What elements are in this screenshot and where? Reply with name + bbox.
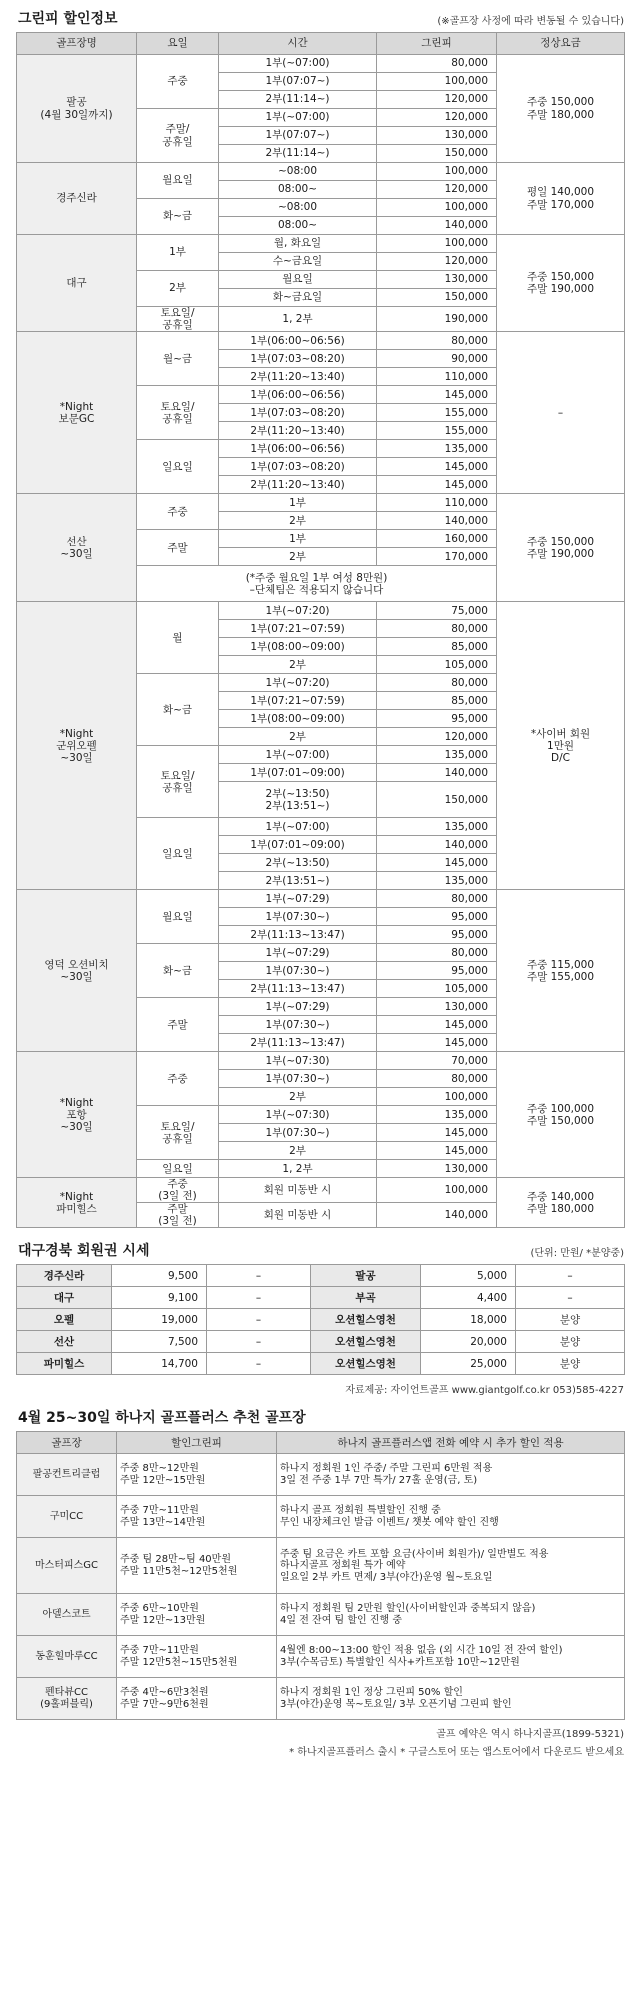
time-cell: 1부(07:03~08:20) [219, 404, 377, 422]
normal-fee: 주중 100,000 주말 150,000 [497, 1052, 625, 1178]
time-cell: 화~금요일 [219, 289, 377, 307]
status-cell: – [207, 1353, 311, 1375]
price-cell: 18,000 [421, 1309, 516, 1331]
price-cell: 19,000 [112, 1309, 207, 1331]
time-cell: 1부(~07:29) [219, 944, 377, 962]
day-cell: 토요일/ 공휴일 [137, 386, 219, 440]
greenfee-cell: 120,000 [377, 91, 497, 109]
time-cell: 회원 미동반 시 [219, 1203, 377, 1228]
normal-fee: – [497, 332, 625, 494]
recommend-header-cell: 하나지 골프플러스앱 전화 예약 시 추가 할인 적용 [277, 1432, 625, 1454]
time-cell: 1부(~07:00) [219, 746, 377, 764]
extra-discount: 4월엔 8:00~13:00 할인 적용 없음 (외 시간 10일 전 잔여 할인) 3부(수목금토) 특별할인 식사+카트포함 10만~12만원 [277, 1636, 625, 1678]
time-cell: 1부(08:00~09:00) [219, 710, 377, 728]
page [16, 0, 624, 1762]
membership-table [16, 1264, 625, 1375]
course-name: 영덕 오션비치 ~30일 [17, 890, 137, 1052]
greenfee-cell: 140,000 [377, 512, 497, 530]
greenfee-cell: 140,000 [377, 1203, 497, 1228]
club-name: 오션힐스영천 [311, 1309, 421, 1331]
status-cell: – [516, 1287, 625, 1309]
greenfee-table [16, 32, 625, 1228]
time-cell: 1부(07:03~08:20) [219, 458, 377, 476]
status-cell: 분양 [516, 1309, 625, 1331]
greenfee-cell: 130,000 [377, 1160, 497, 1178]
club-name: 구미CC [17, 1496, 117, 1538]
greenfee-header-cell: 골프장명 [17, 33, 137, 55]
day-cell: 화~금 [137, 199, 219, 235]
footer-booking: 골프 예약은 역시 하나지골프(1899-5321) [436, 1729, 624, 1741]
normal-fee: 평일 140,000 주말 170,000 [497, 163, 625, 235]
time-cell: 1부(07:21~07:59) [219, 620, 377, 638]
extra-discount: 하나지 정회원 팀 2만원 할인(사이버할인과 중복되지 않음) 4일 전 잔여 팀 할인 진행 중 [277, 1594, 625, 1636]
course-name: 대구 [17, 235, 137, 332]
greenfee-cell: 95,000 [377, 962, 497, 980]
greenfee-cell: 100,000 [377, 235, 497, 253]
club-name: 오션힐스영천 [311, 1353, 421, 1375]
greenfee-cell: 135,000 [377, 1106, 497, 1124]
table-row [17, 55, 625, 73]
membership-row [17, 1353, 625, 1375]
greenfee-cell: 170,000 [377, 548, 497, 566]
normal-fee: 주중 150,000 주말 180,000 [497, 55, 625, 163]
day-cell: 월요일 [137, 163, 219, 199]
price-cell: 14,700 [112, 1353, 207, 1375]
greenfee-cell: 150,000 [377, 145, 497, 163]
price-cell: 7,500 [112, 1331, 207, 1353]
greenfee-cell: 140,000 [377, 217, 497, 235]
status-cell: 분양 [516, 1331, 625, 1353]
time-cell: 2부 [219, 1088, 377, 1106]
club-name: 부곡 [311, 1287, 421, 1309]
club-name: 오션힐스영천 [311, 1331, 421, 1353]
greenfee-cell: 75,000 [377, 602, 497, 620]
price-cell: 20,000 [421, 1331, 516, 1353]
membership-row [17, 1287, 625, 1309]
time-cell: 08:00~ [219, 217, 377, 235]
time-cell: ~08:00 [219, 199, 377, 217]
greenfee-header-row [17, 33, 625, 55]
greenfee-header-cell: 시간 [219, 33, 377, 55]
day-cell: 주중 [137, 1052, 219, 1106]
greenfee-cell: 130,000 [377, 127, 497, 145]
time-cell: 1부(~07:30) [219, 1052, 377, 1070]
time-cell: 2부(11:13~13:47) [219, 926, 377, 944]
club-name: 경주신라 [17, 1265, 112, 1287]
day-cell: 월~금 [137, 332, 219, 386]
recommend-title: 4월 25~30일 하나지 골프플러스 추천 골프장 [18, 1410, 306, 1427]
greenfee-cell: 135,000 [377, 872, 497, 890]
recommend-row [17, 1538, 625, 1594]
time-cell: 1부(07:07~) [219, 73, 377, 91]
course-name: 팔공 (4월 30일까지) [17, 55, 137, 163]
greenfee-cell: 80,000 [377, 674, 497, 692]
table-row [17, 163, 625, 181]
club-name: 마스터피스GC [17, 1538, 117, 1594]
greenfee-cell: 130,000 [377, 271, 497, 289]
table-row [17, 890, 625, 908]
time-cell: ~08:00 [219, 163, 377, 181]
time-cell: 1부(07:21~07:59) [219, 692, 377, 710]
time-cell: 1부(07:30~) [219, 1070, 377, 1088]
greenfee-cell: 70,000 [377, 1052, 497, 1070]
time-cell: 2부 [219, 728, 377, 746]
discount-fee: 주중 7만~11만원 주말 13만~14만원 [117, 1496, 277, 1538]
time-cell: 2부(11:20~13:40) [219, 368, 377, 386]
day-cell: 월 [137, 602, 219, 674]
club-name: 아델스코트 [17, 1594, 117, 1636]
time-cell: 1부(07:03~08:20) [219, 350, 377, 368]
greenfee-cell: 155,000 [377, 404, 497, 422]
membership-section-header [16, 1228, 624, 1264]
greenfee-cell: 100,000 [377, 163, 497, 181]
greenfee-cell: 135,000 [377, 746, 497, 764]
time-cell: 1부(07:01~09:00) [219, 764, 377, 782]
extra-discount: 하나지 정회원 1인 정상 그린피 50% 할인 3부(야간)운영 목~토요일/ 3부 오픈기념 그린피 할인 [277, 1678, 625, 1720]
time-cell: 1, 2부 [219, 1160, 377, 1178]
time-cell: 월요일 [219, 271, 377, 289]
greenfee-cell: 150,000 [377, 782, 497, 818]
time-cell: 2부 [219, 548, 377, 566]
course-name: 선산 ~30일 [17, 494, 137, 602]
time-cell: 1부(07:30~) [219, 1016, 377, 1034]
greenfee-cell: 145,000 [377, 476, 497, 494]
normal-fee: *사이버 회원 1만원 D/C [497, 602, 625, 890]
time-cell: 2부 [219, 1142, 377, 1160]
day-cell: 주중 [137, 494, 219, 530]
greenfee-cell: 100,000 [377, 199, 497, 217]
greenfee-cell: 145,000 [377, 1034, 497, 1052]
table-row [17, 235, 625, 253]
time-cell: 2부(11:20~13:40) [219, 422, 377, 440]
greenfee-cell: 120,000 [377, 728, 497, 746]
table-row [17, 1178, 625, 1203]
time-cell: 수~금요일 [219, 253, 377, 271]
status-cell: – [207, 1265, 311, 1287]
status-cell: – [207, 1331, 311, 1353]
greenfee-cell: 80,000 [377, 55, 497, 73]
recommend-header-row [17, 1432, 625, 1454]
time-cell: 2부(11:14~) [219, 91, 377, 109]
greenfee-cell: 145,000 [377, 386, 497, 404]
greenfee-cell: 135,000 [377, 818, 497, 836]
table-row [17, 1052, 625, 1070]
day-cell: 토요일/ 공휴일 [137, 307, 219, 332]
greenfee-section-header [16, 0, 624, 32]
greenfee-cell: 80,000 [377, 332, 497, 350]
day-cell: 주중 [137, 55, 219, 109]
status-cell: 분양 [516, 1353, 625, 1375]
greenfee-cell: 80,000 [377, 890, 497, 908]
time-cell: 1부(06:00~06:56) [219, 386, 377, 404]
greenfee-cell: 100,000 [377, 73, 497, 91]
day-cell: 주말/ 공휴일 [137, 109, 219, 163]
time-cell: 2부(11:14~) [219, 145, 377, 163]
greenfee-cell: 145,000 [377, 1016, 497, 1034]
recommend-row [17, 1496, 625, 1538]
discount-fee: 주중 8만~12만원 주말 12만~15만원 [117, 1454, 277, 1496]
time-cell: 1부(~07:29) [219, 998, 377, 1016]
course-name: *Night 파미힐스 [17, 1178, 137, 1228]
time-cell: 월, 화요일 [219, 235, 377, 253]
greenfee-cell: 105,000 [377, 656, 497, 674]
discount-fee: 주중 6만~10만원 주말 12만~13만원 [117, 1594, 277, 1636]
time-cell: 2부 [219, 656, 377, 674]
time-cell: 1부(~07:00) [219, 109, 377, 127]
day-cell: 일요일 [137, 818, 219, 890]
status-cell: – [207, 1309, 311, 1331]
time-cell: 1부(07:01~09:00) [219, 836, 377, 854]
greenfee-cell: 140,000 [377, 836, 497, 854]
greenfee-cell: 100,000 [377, 1178, 497, 1203]
day-cell: 화~금 [137, 674, 219, 746]
club-name: 팔공 [311, 1265, 421, 1287]
extra-discount: 하나지 골프 정회원 특별할인 진행 중 무인 내장체크인 발급 이벤트/ 챗봇 예약 할인 진행 [277, 1496, 625, 1538]
normal-fee: 주중 150,000 주말 190,000 [497, 494, 625, 602]
time-cell: 1부(~07:30) [219, 1106, 377, 1124]
recommend-header-cell: 골프장 [17, 1432, 117, 1454]
greenfee-note: (※골프장 사정에 따라 변동될 수 있습니다) [437, 16, 624, 27]
greenfee-cell: 150,000 [377, 289, 497, 307]
recommend-footer [16, 1720, 624, 1762]
membership-row [17, 1331, 625, 1353]
time-cell: 1부(06:00~06:56) [219, 332, 377, 350]
data-credit: 자료제공: 자이언트골프 www.giantgolf.co.kr 053)585-4227 [345, 1385, 624, 1397]
normal-fee: 주중 140,000 주말 180,000 [497, 1178, 625, 1228]
greenfee-cell: 140,000 [377, 764, 497, 782]
normal-fee: 주중 150,000 주말 190,000 [497, 235, 625, 332]
day-cell: 월요일 [137, 890, 219, 944]
time-cell: 1부(~07:20) [219, 602, 377, 620]
footer-app: * 하나지골프플러스 출시 * 구글스토어 또는 앱스토어에서 다운로드 받으세요 [289, 1747, 624, 1759]
greenfee-cell: 190,000 [377, 307, 497, 332]
greenfee-cell: 155,000 [377, 422, 497, 440]
greenfee-cell: 145,000 [377, 854, 497, 872]
table-row [17, 494, 625, 512]
recommend-row [17, 1594, 625, 1636]
time-cell: 2부 [219, 512, 377, 530]
membership-row [17, 1309, 625, 1331]
time-cell: 2부(11:20~13:40) [219, 476, 377, 494]
greenfee-cell: 120,000 [377, 109, 497, 127]
club-name: 팔공컨트리클럽 [17, 1454, 117, 1496]
greenfee-cell: 90,000 [377, 350, 497, 368]
price-cell: 9,500 [112, 1265, 207, 1287]
greenfee-cell: 100,000 [377, 1088, 497, 1106]
time-cell: 1부(07:30~) [219, 962, 377, 980]
time-cell: 2부(~13:50) 2부(13:51~) [219, 782, 377, 818]
time-cell: 1부(~07:00) [219, 55, 377, 73]
greenfee-cell: 145,000 [377, 1142, 497, 1160]
day-cell: 주중 (3일 전) [137, 1178, 219, 1203]
day-cell: 토요일/ 공휴일 [137, 746, 219, 818]
membership-row [17, 1265, 625, 1287]
greenfee-cell: 130,000 [377, 998, 497, 1016]
time-cell: 1부(06:00~06:56) [219, 440, 377, 458]
discount-fee: 주중 4만~6만3천원 주말 7만~9만6천원 [117, 1678, 277, 1720]
greenfee-title: 그린피 할인정보 [18, 11, 118, 27]
greenfee-header-cell: 그린피 [377, 33, 497, 55]
club-name: 오펠 [17, 1309, 112, 1331]
greenfee-cell: 105,000 [377, 980, 497, 998]
discount-fee: 주중 7만~11만원 주말 12만5천~15만5천원 [117, 1636, 277, 1678]
extra-discount: 하나지 정회원 1인 주중/ 주말 그린피 6만원 적용 3일 전 주중 1부 7만 특가/ 27홀 운영(금, 토) [277, 1454, 625, 1496]
greenfee-cell: 120,000 [377, 253, 497, 271]
course-note: (*주중 월요일 1부 여성 8만원) –단체팀은 적용되지 않습니다 [137, 566, 497, 602]
time-cell: 2부(~13:50) [219, 854, 377, 872]
greenfee-cell: 120,000 [377, 181, 497, 199]
day-cell: 1부 [137, 235, 219, 271]
greenfee-cell: 135,000 [377, 440, 497, 458]
time-cell: 2부(11:13~13:47) [219, 1034, 377, 1052]
extra-discount: 주중 팀 요금은 카트 포함 요금(사이버 회원가)/ 일반별도 적용 하나지골프 정회원 특가 예약 일요일 2부 카트 면제/ 3부(야간)운영 월~토요일 [277, 1538, 625, 1594]
greenfee-header-cell: 정상요금 [497, 33, 625, 55]
club-name: 대구 [17, 1287, 112, 1309]
price-cell: 9,100 [112, 1287, 207, 1309]
recommend-section-header [16, 1397, 624, 1431]
recommend-row [17, 1454, 625, 1496]
membership-title: 대구경북 회원권 시세 [18, 1243, 150, 1260]
day-cell: 화~금 [137, 944, 219, 998]
time-cell: 08:00~ [219, 181, 377, 199]
time-cell: 1부(07:30~) [219, 908, 377, 926]
club-name: 파미힐스 [17, 1353, 112, 1375]
greenfee-cell: 95,000 [377, 908, 497, 926]
price-cell: 25,000 [421, 1353, 516, 1375]
club-name: 선산 [17, 1331, 112, 1353]
recommend-row [17, 1636, 625, 1678]
greenfee-cell: 95,000 [377, 710, 497, 728]
status-cell: – [516, 1265, 625, 1287]
greenfee-cell: 110,000 [377, 494, 497, 512]
time-cell: 1부(07:07~) [219, 127, 377, 145]
day-cell: 일요일 [137, 1160, 219, 1178]
time-cell: 1부 [219, 494, 377, 512]
recommend-header-cell: 할인그린피 [117, 1432, 277, 1454]
recommend-row [17, 1678, 625, 1720]
greenfee-cell: 145,000 [377, 1124, 497, 1142]
price-cell: 4,400 [421, 1287, 516, 1309]
membership-note: (단위: 만원/ *분양중) [530, 1248, 624, 1260]
day-cell: 주말 (3일 전) [137, 1203, 219, 1228]
greenfee-header-cell: 요일 [137, 33, 219, 55]
table-row [17, 332, 625, 350]
course-name: *Night 보문GC [17, 332, 137, 494]
time-cell: 2부(11:13~13:47) [219, 980, 377, 998]
club-name: 펜타뷰CC (9홀퍼블릭) [17, 1678, 117, 1720]
greenfee-cell: 95,000 [377, 926, 497, 944]
greenfee-cell: 80,000 [377, 944, 497, 962]
time-cell: 1, 2부 [219, 307, 377, 332]
price-cell: 5,000 [421, 1265, 516, 1287]
status-cell: – [207, 1287, 311, 1309]
day-cell: 주말 [137, 998, 219, 1052]
day-cell: 주말 [137, 530, 219, 566]
time-cell: 1부(~07:29) [219, 890, 377, 908]
day-cell: 일요일 [137, 440, 219, 494]
time-cell: 1부(~07:20) [219, 674, 377, 692]
day-cell: 2부 [137, 271, 219, 307]
time-cell: 1부(07:30~) [219, 1124, 377, 1142]
time-cell: 1부(08:00~09:00) [219, 638, 377, 656]
greenfee-cell: 145,000 [377, 458, 497, 476]
time-cell: 1부(~07:00) [219, 818, 377, 836]
table-row [17, 602, 625, 620]
time-cell: 1부 [219, 530, 377, 548]
greenfee-cell: 80,000 [377, 1070, 497, 1088]
greenfee-cell: 160,000 [377, 530, 497, 548]
discount-fee: 주중 팀 28만~팀 40만원 주말 11만5천~12만5천원 [117, 1538, 277, 1594]
course-name: *Night 군위오펠 ~30일 [17, 602, 137, 890]
course-name: *Night 포항 ~30일 [17, 1052, 137, 1178]
course-name: 경주신라 [17, 163, 137, 235]
day-cell: 토요일/ 공휴일 [137, 1106, 219, 1160]
greenfee-cell: 85,000 [377, 638, 497, 656]
club-name: 동훈힐마루CC [17, 1636, 117, 1678]
greenfee-cell: 110,000 [377, 368, 497, 386]
time-cell: 회원 미동반 시 [219, 1178, 377, 1203]
greenfee-cell: 85,000 [377, 692, 497, 710]
recommend-table [16, 1431, 625, 1720]
greenfee-cell: 80,000 [377, 620, 497, 638]
normal-fee: 주중 115,000 주말 155,000 [497, 890, 625, 1052]
time-cell: 2부(13:51~) [219, 872, 377, 890]
